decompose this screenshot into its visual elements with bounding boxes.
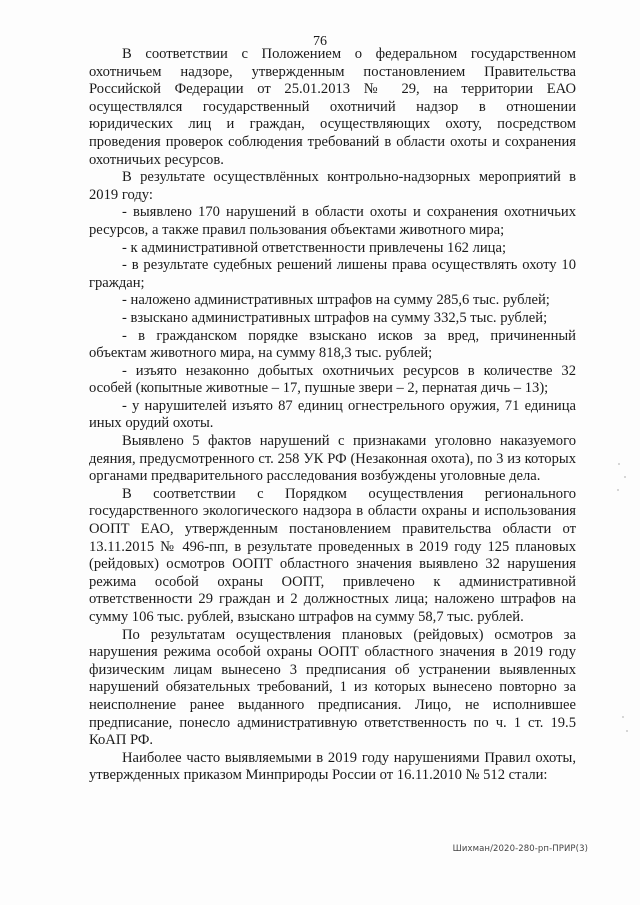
list-item-weapons-seized: - у нарушителей изъято 87 единиц огнестрельного оружия, 71 единица иных орудий охоты. (89, 397, 576, 432)
scan-speck (626, 730, 628, 732)
paragraph-regional-ecological-supervision: В соответствии с Порядком осуществления регионального государственного экологического надзора в области охраны и использования ООПТ ЕАО, утвержденным постановлением правительства области от 13.11.2015 № 496-пп, в результате проведенных в 2019 году 125 плановых (рейдовых) осмотров ООПТ областного значения выявлено 32 нарушения режима особой охраны ООПТ, привлечено к административной ответственности 29 граждан и 2 должностных лица; наложено штрафов на сумму 106 тыс. рублей, взыскано штрафов на сумму 58,7 тыс. рублей. (89, 485, 576, 625)
document-body (89, 46, 576, 785)
list-item-hunting-rights-revoked: - в результате судебных решений лишены права осуществлять охоту 10 граждан; (89, 257, 576, 291)
paragraph-results-intro: В результате осуществлённых контрольно-надзорных мероприятий в 2019 году: (89, 169, 576, 203)
scan-speck (624, 476, 626, 478)
list-item-persons-liable: - к административной ответственности привлечены 162 лица; (122, 239, 507, 256)
list-item-fines-collected: - взыскано административных штрафов на сумму 332,5 тыс. рублей; (122, 309, 548, 326)
scan-speck (618, 463, 620, 465)
paragraph-federal-hunting-supervision: В соответствии с Положением о федеральном государственном охотничьем надзоре, утвержденным постановлением Правительства Российской Федерации от 25.01.2013 № 29, на территории ЕАО осуществлялся государственный охотничий надзор в отношении юридических лиц и граждан, осуществляющих охоту, посредством проведения проверок соблюдения требований в области охоты и сохранения охотничьих ресурсов. (89, 46, 576, 168)
scan-speck (622, 716, 624, 718)
list-item-civil-claims: - в гражданском порядке взыскано исков за вред, причиненный объектам животного мира, на сумму 818,3 тыс. рублей; (89, 327, 576, 362)
paragraph-criminal-cases: Выявлено 5 фактов нарушений с признаками уголовно наказуемого деяния, предусмотренного ст. 258 УК РФ (Незаконная охота), по 3 из которых органами предварительного расследования возбуждены уголовные дела. (89, 433, 576, 485)
list-item-resources-seized: - изъято незаконно добытых охотничьих ресурсов в количестве 32 особей (копытные животные – 17, пушные звери – 2, пернатая дичь – 13); (89, 362, 576, 397)
list-item-violations-detected: - выявлено 170 нарушений в области охоты и сохранения охотничьих ресурсов, а также правил пользования объектами животного мира; (89, 204, 576, 238)
scan-speck (617, 489, 619, 491)
page-number: 76 (313, 34, 327, 49)
paragraph-inspection-orders: По результатам осуществления плановых (рейдовых) осмотров за нарушения режима особой охраны ООПТ областного значения в 2019 году физическим лицам вынесено 3 предписания об устранении выявленных нарушений обязательных требований, 1 из которых вынесено повторно за неисполнение ранее выданного предписания. Лицо, не исполнившее предписание, понесло административную ответственность по ч. 1 ст. 19.5 КоАП РФ. (89, 626, 576, 749)
list-item-fines-imposed: - наложено административных штрафов на сумму 285,6 тыс. рублей; (122, 292, 550, 309)
document-registration-code: Шихман/2020-280-рп-ПРИР(3) (452, 844, 588, 854)
paragraph-common-violations-intro: Наиболее часто выявляемыми в 2019 году нарушениями Правил охоты, утвержденных приказом Минприроды России от 16.11.2010 № 512 стали: (89, 749, 576, 784)
